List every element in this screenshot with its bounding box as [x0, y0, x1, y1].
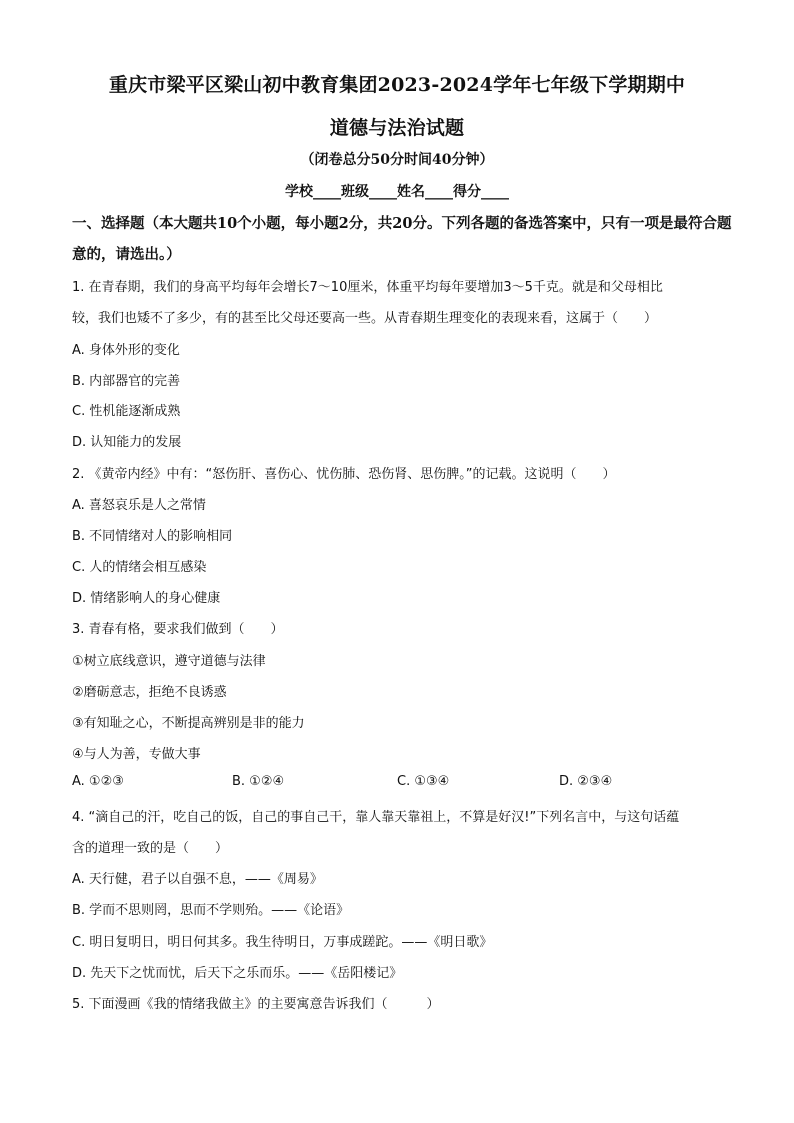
q3-option-c: C. ①③④ [397, 774, 450, 789]
q4-option-c: C. 明日复明日，明日何其多。我生待明日，万事成蹉跎。——《明日歌》 [72, 935, 493, 950]
q3-item-3: ③有知耻之心，不断提高辨别是非的能力 [72, 716, 305, 731]
q1-option-d: D. 认知能力的发展 [72, 435, 182, 450]
q1-stem-line1: 1. 在青春期，我们的身高平均每年会增长7～10厘米，体重平均每年要增加3～5千克。就是和父母相比 [72, 280, 663, 295]
student-info-line: 学校____班级____姓名____得分____ [285, 184, 509, 200]
q2-option-a: A. 喜怒哀乐是人之常情 [72, 498, 206, 513]
q4-option-d: D. 先天下之忧而忧，后天下之乐而乐。——《岳阳楼记》 [72, 966, 403, 981]
q3-item-4: ④与人为善，专做大事 [72, 747, 201, 762]
q2-option-c: C. 人的情绪会相互感染 [72, 560, 207, 575]
q2-stem: 2. 《黄帝内经》中有：“怒伤肝、喜伤心、忧伤肺、恐伤肾、思伤脾。”的记载。这说明（ ） [72, 467, 616, 482]
q3-option-b: B. ①②④ [232, 774, 285, 789]
q3-options-row [72, 774, 732, 794]
q4-option-b: B. 学而不思则罔，思而不学则殆。——《论语》 [72, 903, 350, 918]
q1-stem-line2: 较，我们也矮不了多少，有的甚至比父母还要高一些。从青春期生理变化的表现来看，这属于（ ） [72, 311, 658, 326]
q3-item-2: ②磨砺意志，拒绝不良诱惑 [72, 685, 227, 700]
q4-option-a: A. 天行健，君子以自强不息，——《周易》 [72, 872, 323, 887]
q3-option-a: A. ①②③ [72, 774, 124, 789]
q4-stem-line1: 4. “滴自己的汗，吃自己的饭，自己的事自己干，靠人靠天靠祖上，不算是好汉!”下列名言中，与这句话蕴 [72, 810, 680, 825]
q1-option-c: C. 性机能逐渐成熟 [72, 404, 181, 419]
q3-item-1: ①树立底线意识，遵守道德与法律 [72, 654, 266, 669]
exam-title-line1: 重庆市梁平区梁山初中教育集团2023-2024学年七年级下学期期中 [108, 74, 686, 96]
q1-option-b: B. 内部器官的完善 [72, 374, 181, 389]
q5-stem: 5. 下面漫画《我的情绪我做主》的主要寓意告诉我们（ ） [72, 997, 440, 1012]
exam-title-line2: 道德与法治试题 [329, 117, 465, 139]
q2-option-b: B. 不同情绪对人的影响相同 [72, 529, 233, 544]
q4-stem-line2: 含的道理一致的是（ ） [72, 841, 229, 856]
q3-option-d: D. ②③④ [559, 774, 613, 789]
q1-option-a: A. 身体外形的变化 [72, 343, 180, 358]
q3-stem: 3. 青春有格，要求我们做到（ ） [72, 622, 284, 637]
q2-option-d: D. 情绪影响人的身心健康 [72, 591, 221, 606]
exam-info: （闭卷总分50分时间40分钟） [300, 152, 494, 168]
section-heading: 一、选择题（本大题共10个小题，每小题2分，共20分。下列各题的备选答案中，只有一项是最符合题意的，请选出。） [72, 215, 732, 263]
